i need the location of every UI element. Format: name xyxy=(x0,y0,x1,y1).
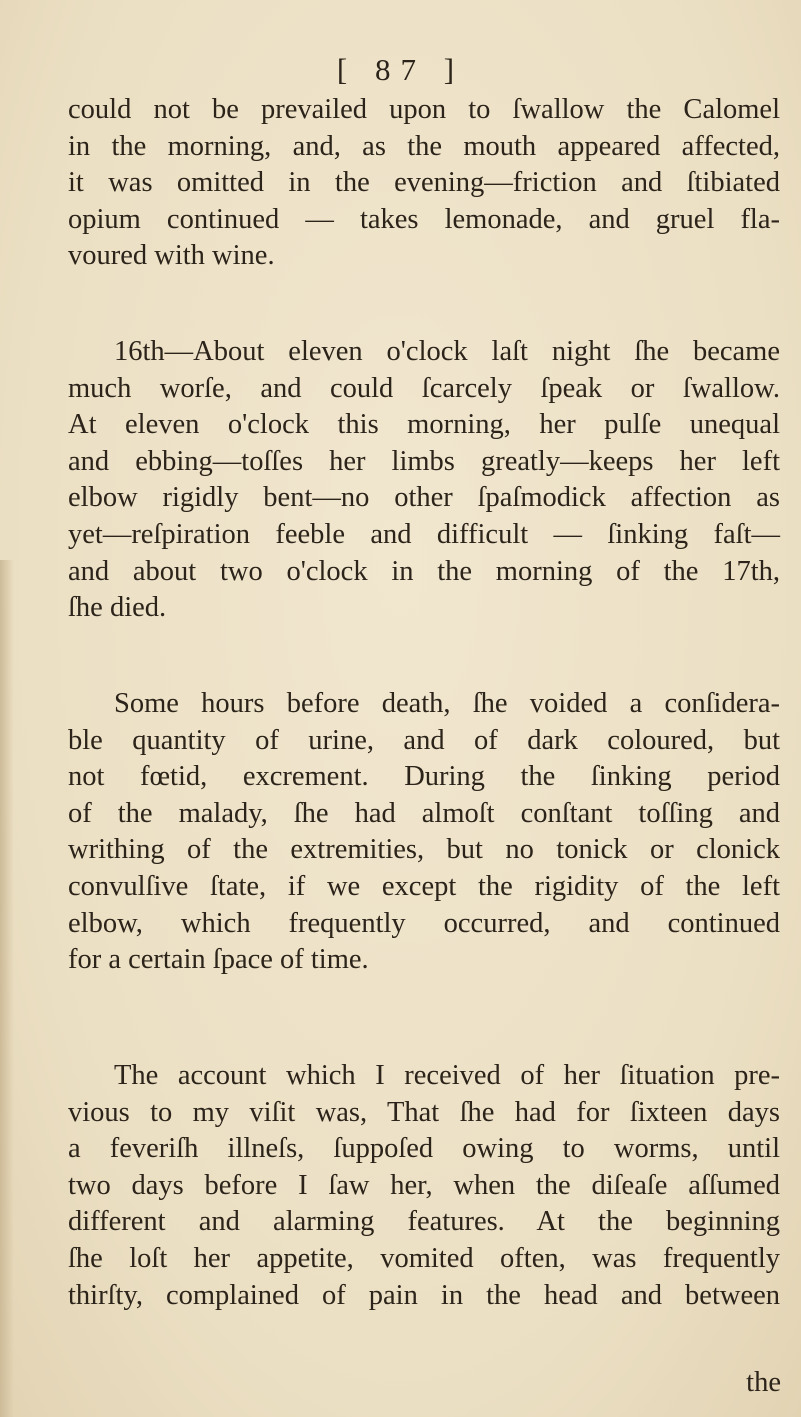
text-line: convulſive ſtate, if we except the rigidity of the left xyxy=(68,870,780,902)
text-line: At eleven o'clock this morning, her pulſe unequal xyxy=(68,409,780,441)
text-line: much worſe, and could ſcarcely ſpeak or ſwallow. xyxy=(68,372,780,404)
text-line: elbow, which frequently occurred, and continued xyxy=(68,907,780,939)
text-line: could not be prevailed upon to ſwallow the Calomel xyxy=(68,94,780,125)
page-gutter-shadow xyxy=(0,560,14,1417)
paragraph-2 xyxy=(68,334,780,627)
text-line: voured with wine. xyxy=(68,240,275,272)
text-line: and about two o'clock in the morning of the 17th, xyxy=(68,555,780,587)
text-line: two days before I ſaw her, when the diſeaſe aſſumed xyxy=(68,1169,780,1201)
text-line: The account which I received of her ſituation pre- xyxy=(114,1060,780,1091)
text-line: not fœtid, excrement. During the ſinking period xyxy=(68,761,780,793)
paragraph-1 xyxy=(68,92,780,275)
text-line: in the morning, and, as the mouth appeared affected, xyxy=(68,130,780,162)
text-line: it was omitted in the evening—friction and ſtibiated xyxy=(68,167,780,199)
paragraph-4 xyxy=(68,1058,780,1314)
text-line: 16th—About eleven o'clock laſt night ſhe became xyxy=(114,336,780,367)
text-line: yet—reſpiration feeble and difficult — ſinking faſt— xyxy=(68,518,780,550)
page-number-header: [ 87 ] xyxy=(336,52,465,87)
text-line: Some hours before death, ſhe voided a conſidera- xyxy=(114,688,780,719)
text-line: elbow rigidly bent—no other ſpaſmodick affection as xyxy=(68,482,780,514)
text-line: opium continued — takes lemonade, and gruel fla- xyxy=(68,203,780,235)
text-line: vious to my viſit was, That ſhe had for ſixteen days xyxy=(68,1096,780,1128)
text-line: for a certain ſpace of time. xyxy=(68,944,369,976)
catchword: the xyxy=(746,1367,781,1398)
text-line: ble quantity of urine, and of dark coloured, but xyxy=(68,724,780,756)
paragraph-3 xyxy=(68,686,780,979)
text-line: and ebbing—toſſes her limbs greatly—keeps her left xyxy=(68,445,780,477)
text-line: a feveriſh illneſs, ſuppoſed owing to worms, until xyxy=(68,1133,780,1165)
text-line: thirſty, complained of pain in the head and between xyxy=(68,1279,780,1311)
text-line: writhing of the extremities, but no tonick or clonick xyxy=(68,834,780,866)
text-line: ſhe loſt her appetite, vomited often, was frequently xyxy=(68,1242,780,1274)
text-line: of the malady, ſhe had almoſt conſtant toſſing and xyxy=(68,797,780,829)
text-line: ſhe died. xyxy=(68,592,167,624)
text-line: different and alarming features. At the beginning xyxy=(68,1206,780,1238)
